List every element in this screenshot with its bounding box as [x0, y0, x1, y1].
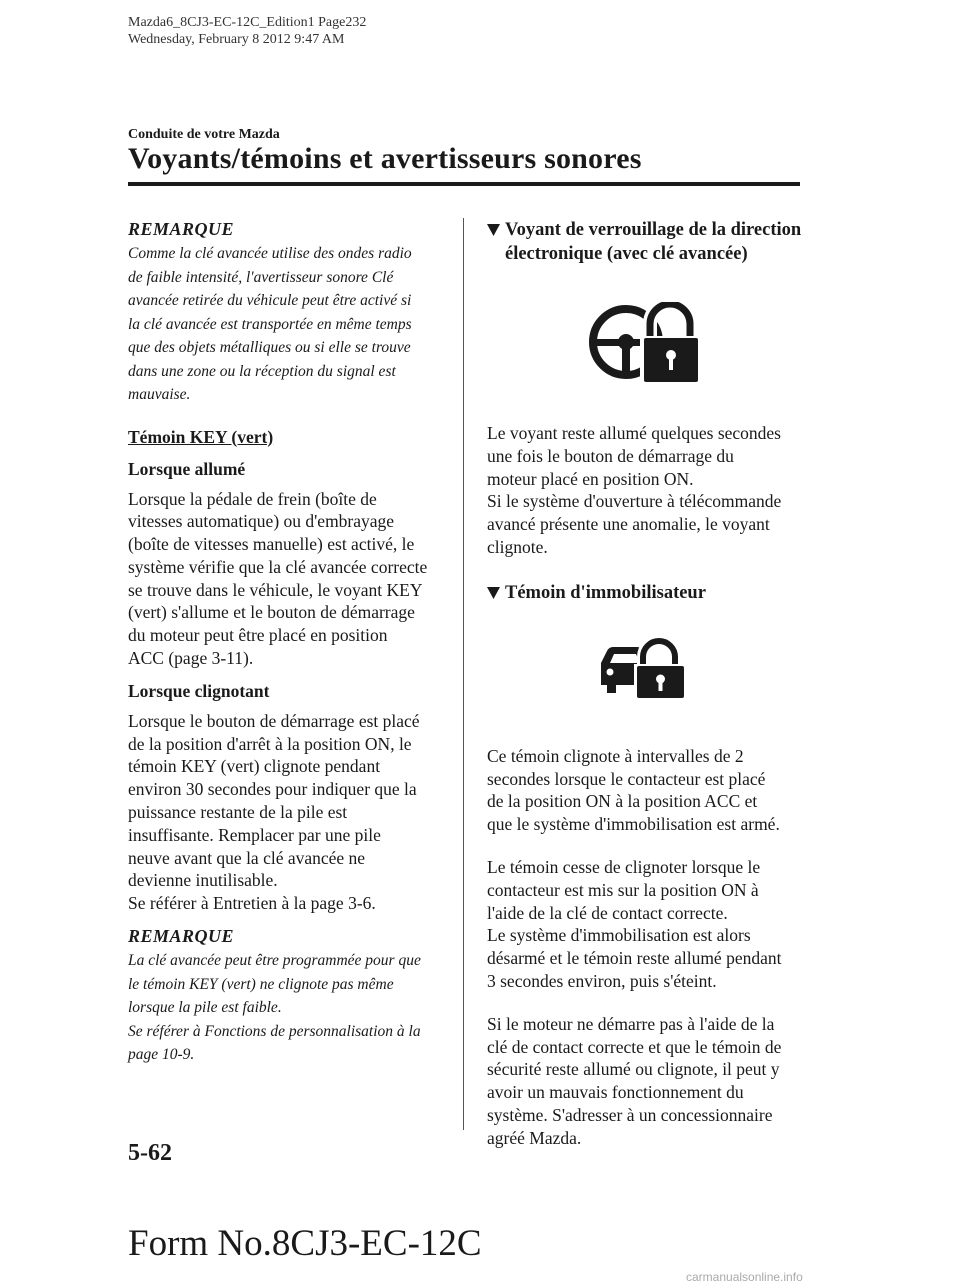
text-line: puissance restante de la pile est: [128, 802, 348, 823]
triangle-down-icon: [487, 581, 500, 605]
text-line: vitesses automatique) ou d'embrayage: [128, 511, 395, 532]
text-line: Si le moteur ne démarre pas à l'aide de la: [487, 1013, 775, 1034]
column-divider: [463, 218, 464, 1130]
car-lock-icon: [597, 637, 685, 699]
note-heading: REMARQUE: [128, 219, 235, 239]
text-line: une fois le bouton de démarrage du: [487, 445, 734, 466]
text-line: clé de contact correcte et que le témoin de: [487, 1036, 782, 1057]
triangle-down-icon: [487, 218, 500, 266]
note-line: lorsque la pile est faible.: [128, 999, 282, 1017]
note-text: [128, 949, 446, 1067]
text-line: avoir un mauvais fonctionnement du: [487, 1082, 744, 1103]
heading-line: Témoin d'immobilisateur: [505, 582, 706, 603]
note-line: Se référer à Fonctions de personnalisation à la: [128, 1022, 421, 1040]
text-line: désarmé et le témoin reste allumé pendant: [487, 948, 782, 969]
heading-line: électronique (avec clé avancée): [505, 244, 748, 264]
text-line: que le système d'immobilisation est armé.: [487, 814, 780, 835]
immobilizer-icon-wrap: [487, 637, 800, 699]
text-line: contacteur est mis sur la position ON à: [487, 879, 759, 900]
text-line: moteur placé en position ON.: [487, 468, 694, 489]
text-line: environ 30 secondes pour indiquer que la: [128, 779, 417, 800]
text-line: Le voyant reste allumé quelques secondes: [487, 423, 781, 443]
title-rule: [128, 182, 800, 186]
note-line: dans une zone ou la réception du signal est: [128, 362, 396, 380]
lit-paragraph: [128, 488, 446, 670]
text-line: insuffisante. Remplacer par une pile: [128, 824, 381, 845]
text-line: sécurité reste allumé ou clignote, il peut y: [487, 1059, 780, 1080]
note-line: que des objets métalliques ou si elle se trouve: [128, 339, 411, 356]
steering-wheel-lock-icon: [588, 302, 700, 384]
text-line: Le système d'immobilisation est alors: [487, 925, 751, 946]
right-column: [487, 218, 800, 1160]
section-label: Conduite de votre Mazda: [128, 127, 280, 142]
text-line: témoin KEY (vert) clignote pendant: [128, 756, 381, 777]
flash-label: Lorsque clignotant: [128, 680, 270, 701]
text-line: Lorsque le bouton de démarrage est placé: [128, 710, 420, 731]
flash-paragraph: [128, 710, 446, 915]
text-line: ACC (page 3-11).: [128, 648, 254, 669]
text-line: l'aide de la clé de contact correcte.: [487, 902, 728, 923]
text-line: Si le système d'ouverture à télécommande: [487, 491, 782, 512]
key-indicator-heading: Témoin KEY (vert): [128, 426, 274, 447]
note-block-2: [128, 925, 446, 1067]
steering-lock-heading: [487, 218, 800, 266]
text-line: agréé Mazda.: [487, 1127, 582, 1148]
note-line: Comme la clé avancée utilise des ondes radio: [128, 245, 412, 262]
text-line: (boîte de vitesses manuelle) est activé, le: [128, 534, 415, 555]
note-line: la clé avancée est transportée en même temps: [128, 315, 412, 333]
immobilizer-paragraph-1: [487, 745, 800, 836]
text-line: système vérifie que la clé avancée correcte: [128, 556, 428, 577]
print-header: [128, 14, 366, 48]
steering-lock-icon-wrap: [487, 302, 800, 384]
text-line: avancé présente une anomalie, le voyant: [487, 514, 770, 535]
heading-line: Voyant de verrouillage de la direction: [505, 220, 802, 240]
note-line: mauvaise.: [128, 386, 191, 403]
note-line: de faible intensité, l'avertisseur sonore Clé: [128, 268, 394, 286]
note-line: La clé avancée peut être programmée pour que: [128, 952, 421, 970]
note-block-1: [128, 218, 446, 407]
left-column: [128, 218, 446, 1067]
text-line: se trouve dans le véhicule, le voyant KEY: [128, 579, 423, 600]
note-line: page 10-9.: [128, 1046, 195, 1064]
text-line: du moteur peut être placé en position: [128, 625, 388, 646]
text-line: Ce témoin clignote à intervalles de 2: [487, 745, 744, 766]
text-line: Se référer à Entretien à la page 3-6.: [128, 893, 376, 914]
page-number: 5-62: [128, 1140, 172, 1166]
lit-label: Lorsque allumé: [128, 458, 246, 479]
text-line: système. S'adresser à un concessionnaire: [487, 1104, 773, 1125]
text-line: (vert) s'allume et le bouton de démarrage: [128, 602, 415, 623]
note-text: [128, 242, 446, 407]
immobilizer-paragraph-3: [487, 1013, 800, 1150]
immobilizer-heading: [487, 581, 800, 605]
text-line: 3 secondes environ, puis s'éteint.: [487, 970, 717, 991]
page-title: Voyants/témoins et avertisseurs sonores: [128, 142, 642, 175]
form-number: Form No.8CJ3-EC-12C: [128, 1223, 482, 1264]
text-line: Lorsque la pédale de frein (boîte de: [128, 488, 377, 509]
text-line: de la position ON à la position ACC et: [487, 791, 758, 812]
print-header-file: Mazda6_8CJ3-EC-12C_Edition1 Page232: [128, 15, 367, 30]
note-line: avancée retirée du véhicule peut être activé si: [128, 292, 412, 309]
immobilizer-paragraph-2: [487, 856, 800, 993]
watermark: carmanualsonline.info: [686, 1270, 803, 1284]
steering-lock-paragraph: [487, 422, 800, 559]
text-line: secondes lorsque le contacteur est placé: [487, 768, 766, 789]
print-header-date: Wednesday, February 8 2012 9:47 AM: [128, 32, 345, 47]
text-line: Le témoin cesse de clignoter lorsque le: [487, 856, 761, 877]
note-heading: REMARQUE: [128, 926, 235, 947]
text-line: clignote.: [487, 536, 548, 557]
note-line: le témoin KEY (vert) ne clignote pas même: [128, 975, 394, 993]
text-line: de la position d'arrêt à la position ON, le: [128, 733, 412, 754]
text-line: neuve avant que la clé avancée ne: [128, 847, 366, 868]
text-line: devienne inutilisable.: [128, 870, 278, 891]
